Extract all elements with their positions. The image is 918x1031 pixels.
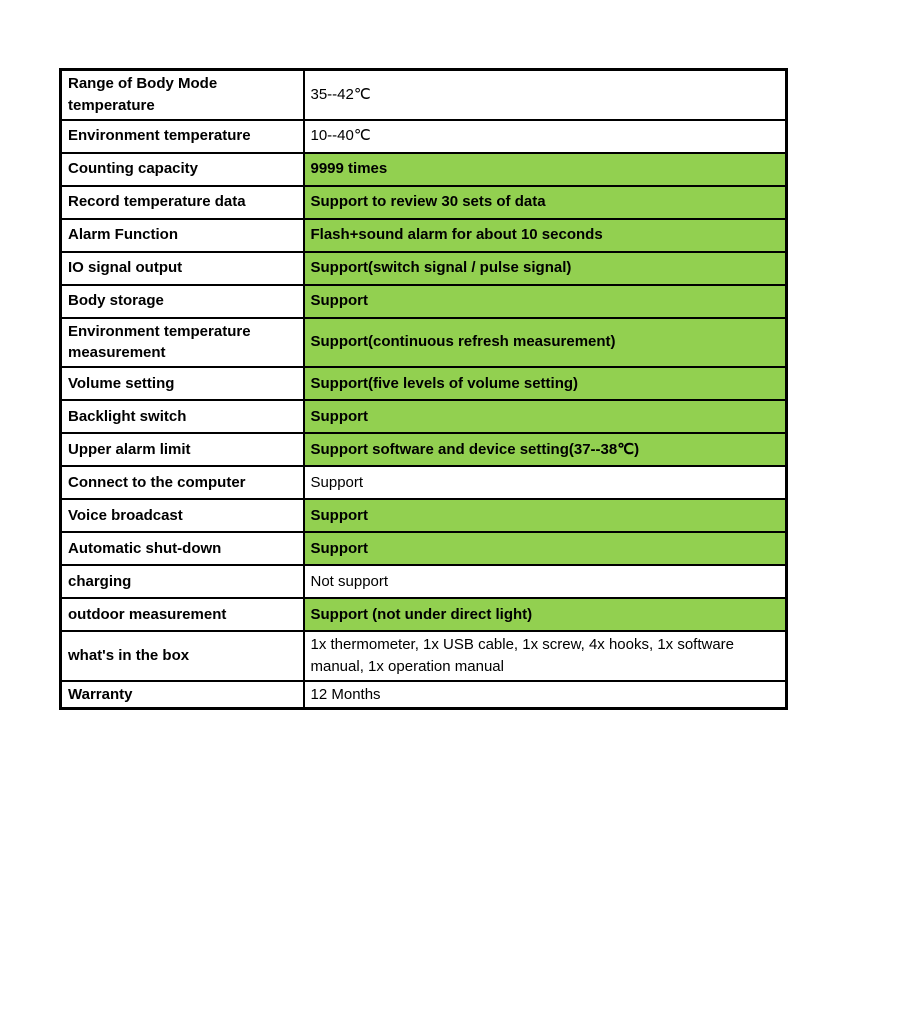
spec-label-cell: Body storage bbox=[61, 285, 304, 318]
spec-value-cell: Support bbox=[304, 285, 787, 318]
spec-value-cell: Support software and device setting(37--38℃) bbox=[304, 433, 787, 466]
spec-label-cell: Automatic shut-down bbox=[61, 532, 304, 565]
spec-value-cell: Support(continuous refresh measurement) bbox=[304, 318, 787, 368]
spec-value-cell: Support(five levels of volume setting) bbox=[304, 367, 787, 400]
spec-row bbox=[61, 466, 787, 499]
spec-value-cell: 10--40℃ bbox=[304, 120, 787, 153]
spec-row bbox=[61, 153, 787, 186]
spec-value-cell: 35--42℃ bbox=[304, 70, 787, 120]
spec-value-cell: Support to review 30 sets of data bbox=[304, 186, 787, 219]
spec-label-cell: Connect to the computer bbox=[61, 466, 304, 499]
spec-row bbox=[61, 400, 787, 433]
spec-row bbox=[61, 367, 787, 400]
spec-table-body bbox=[61, 70, 787, 709]
spec-label-cell: charging bbox=[61, 565, 304, 598]
spec-row bbox=[61, 499, 787, 532]
spec-value-cell: 1x thermometer, 1x USB cable, 1x screw, 4x hooks, 1x software manual, 1x operation manual bbox=[304, 631, 787, 681]
spec-label-cell: Warranty bbox=[61, 681, 304, 709]
spec-row bbox=[61, 120, 787, 153]
spec-label-cell: Record temperature data bbox=[61, 186, 304, 219]
spec-label-cell: Alarm Function bbox=[61, 219, 304, 252]
spec-label-cell: IO signal output bbox=[61, 252, 304, 285]
spec-value-cell: Support bbox=[304, 532, 787, 565]
spec-value-cell: Support(switch signal / pulse signal) bbox=[304, 252, 787, 285]
spec-label-cell: Environment temperature measurement bbox=[61, 318, 304, 368]
spec-row bbox=[61, 70, 787, 120]
spec-value-cell: Support bbox=[304, 499, 787, 532]
spec-label-cell: Volume setting bbox=[61, 367, 304, 400]
spec-value-cell: Not support bbox=[304, 565, 787, 598]
spec-label-cell: Voice broadcast bbox=[61, 499, 304, 532]
spec-row bbox=[61, 186, 787, 219]
spec-row bbox=[61, 433, 787, 466]
spec-label-cell: outdoor measurement bbox=[61, 598, 304, 631]
spec-value-cell: 9999 times bbox=[304, 153, 787, 186]
spec-row bbox=[61, 565, 787, 598]
spec-row bbox=[61, 681, 787, 709]
spec-table bbox=[59, 68, 788, 710]
spec-value-cell: Flash+sound alarm for about 10 seconds bbox=[304, 219, 787, 252]
spec-label-cell: Counting capacity bbox=[61, 153, 304, 186]
spec-label-cell: what's in the box bbox=[61, 631, 304, 681]
spec-value-cell: Support bbox=[304, 466, 787, 499]
spec-value-cell: Support (not under direct light) bbox=[304, 598, 787, 631]
spec-row bbox=[61, 318, 787, 368]
spec-row bbox=[61, 631, 787, 681]
spec-label-cell: Environment temperature bbox=[61, 120, 304, 153]
spec-row bbox=[61, 285, 787, 318]
spec-value-cell: Support bbox=[304, 400, 787, 433]
spec-value-cell: 12 Months bbox=[304, 681, 787, 709]
spec-row bbox=[61, 252, 787, 285]
spec-label-cell: Backlight switch bbox=[61, 400, 304, 433]
spec-row bbox=[61, 219, 787, 252]
spec-label-cell: Range of Body Mode temperature bbox=[61, 70, 304, 120]
spec-row bbox=[61, 598, 787, 631]
spec-row bbox=[61, 532, 787, 565]
spec-label-cell: Upper alarm limit bbox=[61, 433, 304, 466]
